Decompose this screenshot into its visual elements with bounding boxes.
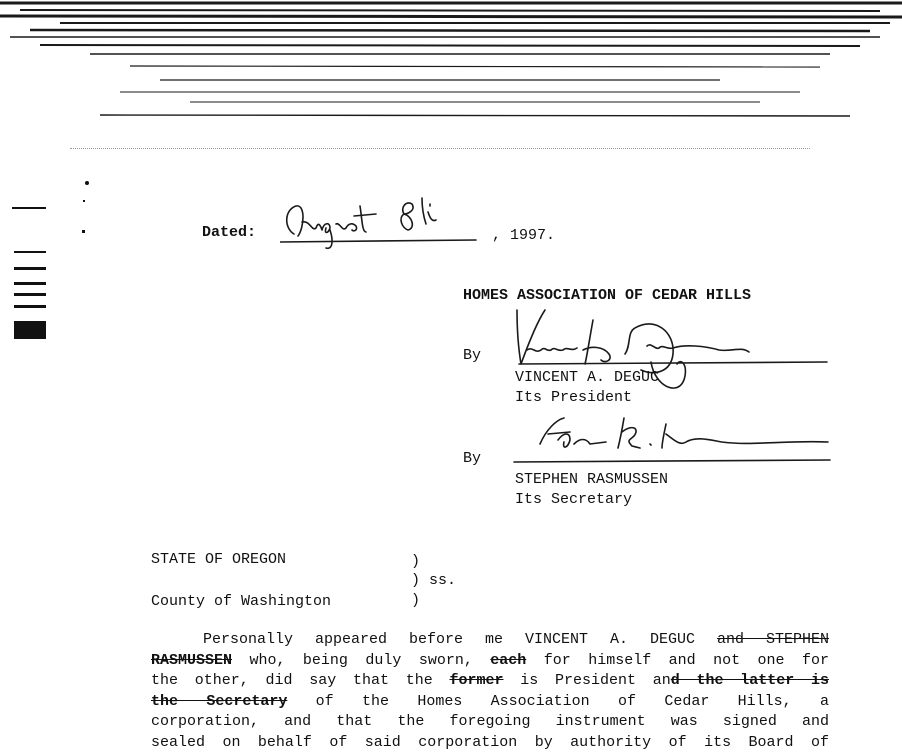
title-secretary: Its Secretary (515, 491, 633, 508)
association-name: HOMES ASSOCIATION OF CEDAR HILLS (463, 287, 752, 304)
text-segment: the other, did say that the (151, 672, 450, 689)
venue-paren-top: ) (411, 553, 421, 570)
scan-dotted-rule (70, 148, 810, 149)
acknowledgment-paragraph (151, 630, 829, 753)
struck-text: the Secretary (151, 692, 288, 710)
paragraph-line (151, 651, 829, 672)
dated-year: , 1997. (492, 227, 556, 244)
venue-state: STATE OF OREGON (151, 551, 287, 568)
name-president: VINCENT A. DEGUC (515, 369, 660, 386)
paragraph-line (151, 692, 829, 713)
signature-secretary (510, 410, 835, 470)
by-label-president: By (463, 347, 482, 364)
text-segment: for himself and not one for (526, 651, 829, 669)
venue-county: County of Washington (151, 593, 332, 610)
scan-artifact-header (0, 0, 902, 125)
margin-mark (12, 207, 46, 209)
margin-dot (82, 230, 85, 233)
text-segment: who, being duly sworn, (232, 651, 491, 669)
margin-mark (14, 305, 46, 308)
struck-text: RASMUSSEN (151, 651, 233, 669)
margin-mark (14, 282, 46, 285)
by-label-secretary: By (463, 450, 482, 467)
text-segment: Personally appeared before me VINCENT A. DEGUC (203, 631, 717, 648)
text-segment: is President an (503, 672, 671, 689)
handwritten-date (280, 192, 490, 252)
dated-label: Dated: (202, 224, 257, 241)
venue-paren-bottom: ) (411, 592, 421, 609)
margin-mark (14, 267, 46, 270)
paragraph-line (151, 671, 829, 692)
paragraph-line: sealed on behalf of said corporation by authority of its Board of (151, 733, 829, 751)
margin-dot (85, 181, 89, 185)
struck-text: former (449, 672, 504, 689)
margin-mark (14, 293, 46, 296)
venue-paren-mid: ) ss. (411, 572, 457, 589)
title-president: Its President (515, 389, 633, 406)
struck-text: and STEPHEN (716, 631, 829, 648)
margin-mark (14, 251, 46, 253)
paragraph-line (151, 630, 829, 651)
paragraph-line: corporation, and that the foregoing instrument was signed and (151, 713, 829, 730)
margin-mark (14, 321, 46, 339)
text-segment: of the Homes Association of Cedar Hills, a (287, 692, 829, 710)
margin-dot (83, 200, 85, 202)
struck-text: d the latter is (670, 672, 829, 689)
struck-text: each (490, 651, 527, 669)
name-secretary: STEPHEN RASMUSSEN (515, 471, 669, 488)
